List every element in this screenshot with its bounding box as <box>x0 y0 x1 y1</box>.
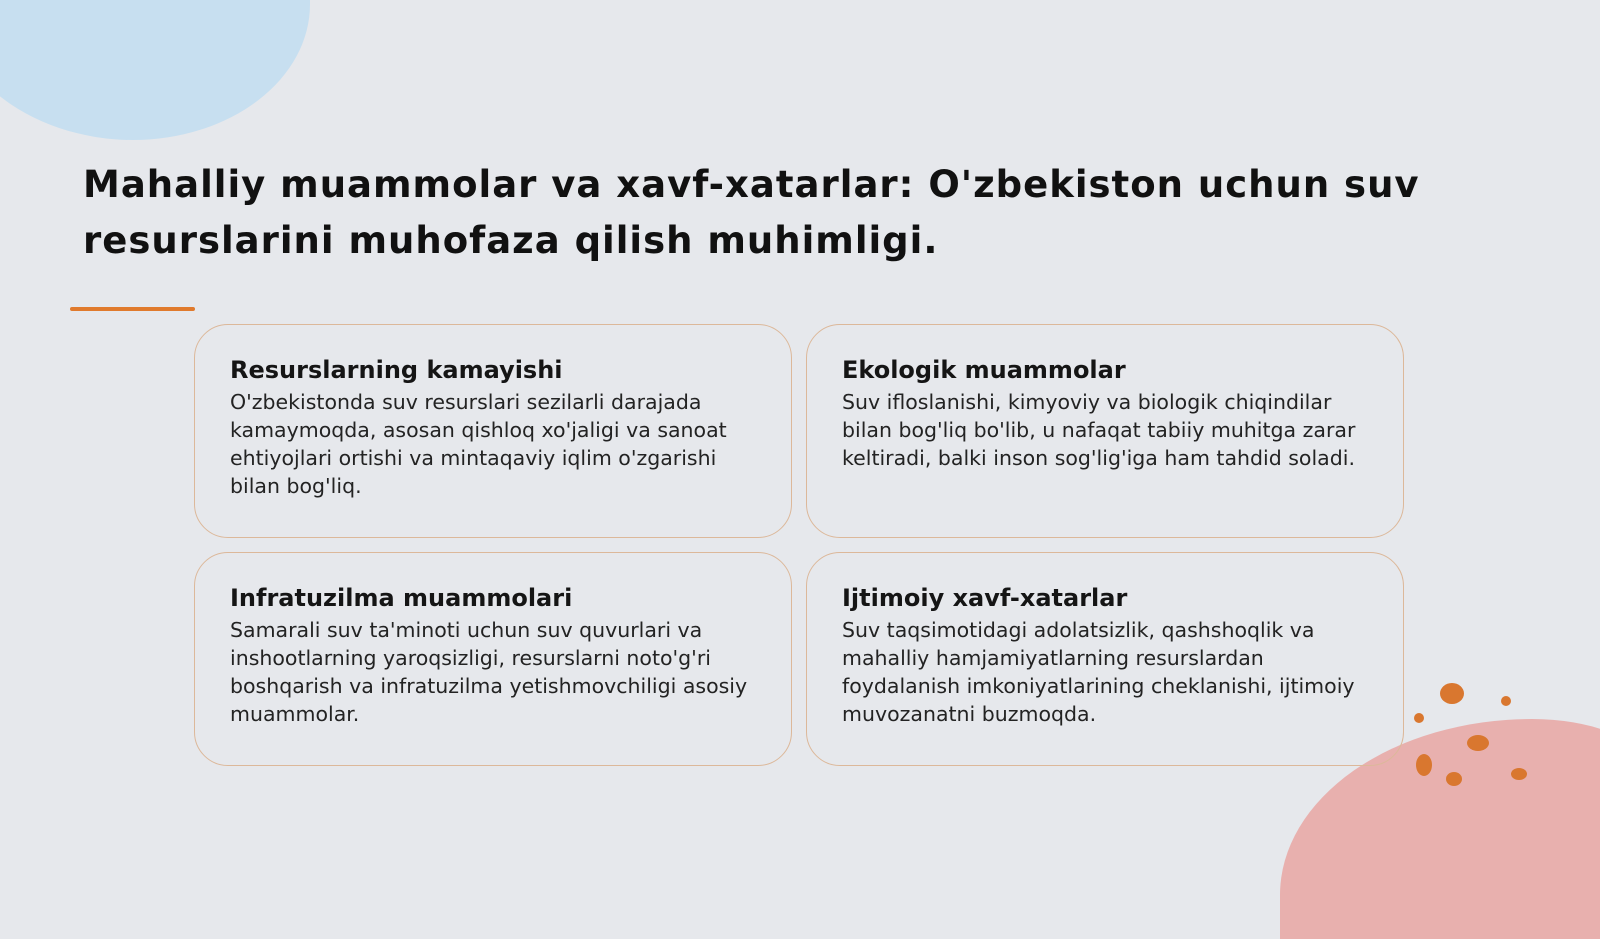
decorative-dot <box>1446 772 1462 786</box>
card-body: Suv ifloslanishi, kimyoviy va biologik chiqindilar bilan bog'liq bo'lib, u nafaqat tabiiy muhitga zarar keltiradi, balki inson sog'lig'iga ham tahdid soladi. <box>842 390 1356 470</box>
card-title: Infratuzilma muammolari <box>230 584 573 612</box>
card-title: Ijtimoiy xavf-xatarlar <box>842 584 1128 612</box>
card-resource-depletion <box>194 324 792 538</box>
decorative-dot <box>1467 735 1489 751</box>
card-social-risks <box>806 552 1404 766</box>
decorative-dot <box>1501 696 1511 706</box>
slide-title: Mahalliy muammolar va xavf-xatarlar: O'zbekiston uchun suv resurslarini muhofaza qilish muhimligi. <box>83 163 1420 262</box>
card-body: Samarali suv ta'minoti uchun suv quvurlari va inshootlarning yaroqsizligi, resurslarni noto'g'ri boshqarish va infratuzilma yetishmovchiligi asosiy muammolar. <box>230 618 748 726</box>
title-accent-line <box>70 307 195 311</box>
decorative-dot <box>1511 768 1527 780</box>
card-title: Ekologik muammolar <box>842 356 1126 384</box>
card-body: Suv taqsimotidagi adolatsizlik, qashshoqlik va mahalliy hamjamiyatlarning resurslardan foydalanish imkoniyatlarining cheklanishi, ijtimoiy muvozanatni buzmoqda. <box>842 618 1355 726</box>
decorative-dot <box>1440 683 1464 704</box>
decorative-dot <box>1414 713 1424 723</box>
card-title: Resurslarning kamayishi <box>230 356 563 384</box>
decorative-blob-blue <box>0 0 310 140</box>
card-body: O'zbekistonda suv resurslari sezilarli darajada kamaymoqda, asosan qishloq xo'jaligi va sanoat ehtiyojlari ortishi va mintaqaviy iqlim o'zgarishi bilan bog'liq. <box>230 390 727 498</box>
card-ecological-problems <box>806 324 1404 538</box>
card-infrastructure-problems <box>194 552 792 766</box>
decorative-dot <box>1416 754 1432 776</box>
